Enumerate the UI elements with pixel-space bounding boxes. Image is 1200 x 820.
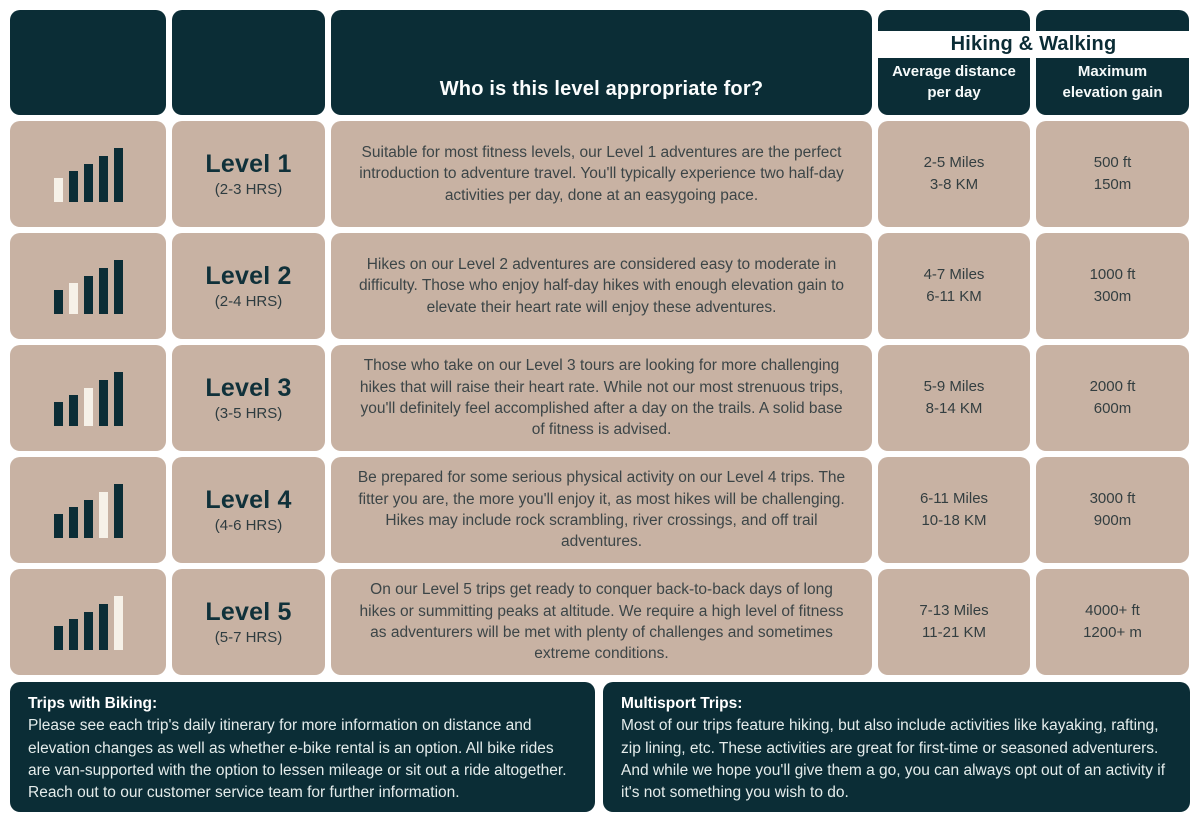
header-who-cell <box>331 10 872 115</box>
difficulty-bars-icon <box>54 370 123 426</box>
bar-4 <box>99 156 108 202</box>
distance-km: 6-11 KM <box>926 288 982 305</box>
elevation-m: 300m <box>1093 288 1132 305</box>
distance-km: 3-8 KM <box>929 176 979 193</box>
difficulty-bars-icon <box>54 594 123 650</box>
bar-3 <box>84 164 93 202</box>
level-description: Suitable for most fitness levels, our Level 1 adventures are the perfect introduction to adventure travel. You'll typically experience two half-day activities per day, done at an easygoing pace. <box>331 121 872 227</box>
elevation-m: 900m <box>1093 512 1132 529</box>
level-description: Those who take on our Level 3 tours are looking for more challenging hikes that will raise their heart rate. While not our most strenuous trips, you'll definitely feel accomplished after a day on the trails. A solid base of fitness is advised. <box>331 345 872 451</box>
level-description: Be prepared for some serious physical activity on our Level 4 trips. The fitter you are, the more you'll enjoy it, as most hikes will be challenging. Hikes may include rock scrambling, river crossings, and off trail adventures. <box>331 457 872 563</box>
level-title: Level 2 <box>205 262 292 290</box>
distance-cell <box>878 233 1030 339</box>
level-cell <box>172 121 325 227</box>
biking-note-title: Trips with Biking: <box>28 695 158 712</box>
distance-km: 8-14 KM <box>925 400 983 417</box>
level-description: Hikes on our Level 2 adventures are considered easy to moderate in difficulty. Those who enjoy half-day hikes with enough elevation gain to elevate their heart rate will enjoy these adventures. <box>331 233 872 339</box>
distance-miles: 5-9 Miles <box>923 378 985 396</box>
level-cell <box>172 569 325 675</box>
bar-1 <box>54 626 63 650</box>
elevation-cell <box>1036 233 1189 339</box>
distance-cell <box>878 457 1030 563</box>
level-description: On our Level 5 trips get ready to conquer back-to-back days of long hikes or summitting peaks at altitude. We require a high level of fitness as adventurers will be met with plenty of challenges and sometimes extreme conditions. <box>331 569 872 675</box>
bar-4 <box>99 380 108 426</box>
elevation-cell <box>1036 457 1189 563</box>
elevation-label-line1: Maximum <box>1077 63 1148 80</box>
level-hours: (2-4 HRS) <box>214 293 283 310</box>
bar-4 <box>99 492 108 538</box>
level-hours: (2-3 HRS) <box>214 181 283 198</box>
elevation-label-line2: elevation gain <box>1062 84 1163 101</box>
distance-km: 11-21 KM <box>922 624 986 641</box>
bar-2 <box>69 171 78 202</box>
hiking-walking-title: Hiking & Walking <box>950 33 1117 55</box>
bar-4 <box>99 268 108 314</box>
distance-cell <box>878 569 1030 675</box>
distance-miles: 2-5 Miles <box>923 154 985 172</box>
multisport-note <box>603 682 1190 812</box>
bar-2 <box>69 395 78 426</box>
distance-miles: 7-13 Miles <box>919 602 989 620</box>
elevation-cell <box>1036 121 1189 227</box>
bar-2 <box>69 283 78 314</box>
elevation-m: 150m <box>1093 176 1132 193</box>
level-hours: (4-6 HRS) <box>214 517 283 534</box>
hiking-walking-band <box>878 31 1200 58</box>
difficulty-icon-cell <box>10 233 166 339</box>
bar-5 <box>114 372 123 426</box>
biking-note <box>10 682 595 812</box>
bar-2 <box>69 507 78 538</box>
elevation-m: 1200+ m <box>1083 624 1142 641</box>
distance-miles: 4-7 Miles <box>923 266 985 284</box>
distance-label-line1: Average distance <box>892 63 1016 80</box>
bar-5 <box>114 484 123 538</box>
level-hours: (3-5 HRS) <box>214 405 283 422</box>
multisport-note-body: Most of our trips feature hiking, but also include activities like kayaking, rafting, zip lining, etc. These activities are great for first-time or seasoned adventurers. And while we hope you'll give them a go, you can always opt out of an activity if it's not something you wish to do. <box>621 717 1166 801</box>
difficulty-icon-cell <box>10 457 166 563</box>
difficulty-bars-icon <box>54 258 123 314</box>
elevation-ft: 1000 ft <box>1089 266 1136 284</box>
difficulty-table <box>10 10 1189 675</box>
difficulty-bars-icon <box>54 146 123 202</box>
level-title: Level 4 <box>205 486 292 514</box>
bar-3 <box>84 388 93 426</box>
bar-5 <box>114 596 123 650</box>
who-title: Who is this level appropriate for? <box>439 78 764 100</box>
level-cell <box>172 457 325 563</box>
distance-miles: 6-11 Miles <box>919 490 989 508</box>
bar-1 <box>54 290 63 314</box>
elevation-cell <box>1036 345 1189 451</box>
elevation-ft: 3000 ft <box>1089 490 1136 508</box>
footer-notes <box>10 682 1190 812</box>
bar-3 <box>84 276 93 314</box>
bar-1 <box>54 178 63 202</box>
elevation-cell <box>1036 569 1189 675</box>
bar-1 <box>54 514 63 538</box>
level-title: Level 3 <box>205 374 292 402</box>
distance-cell <box>878 121 1030 227</box>
bar-2 <box>69 619 78 650</box>
bar-1 <box>54 402 63 426</box>
bar-4 <box>99 604 108 650</box>
multisport-note-title: Multisport Trips: <box>621 695 743 712</box>
level-cell <box>172 233 325 339</box>
difficulty-icon-cell <box>10 345 166 451</box>
level-hours: (5-7 HRS) <box>214 629 283 646</box>
header-icon-spacer <box>10 10 166 115</box>
difficulty-icon-cell <box>10 569 166 675</box>
level-cell <box>172 345 325 451</box>
header-distance-cell <box>878 10 1030 115</box>
bar-5 <box>114 148 123 202</box>
bar-3 <box>84 500 93 538</box>
distance-label-line2: per day <box>927 84 981 101</box>
elevation-ft: 2000 ft <box>1089 378 1136 396</box>
elevation-m: 600m <box>1093 400 1132 417</box>
level-title: Level 5 <box>205 598 292 626</box>
elevation-ft: 500 ft <box>1093 154 1132 172</box>
biking-note-body: Please see each trip's daily itinerary for more information on distance and elevation changes as well as whether e-bike rental is an option. All bike rides are van-supported with the option to lessen mileage or sit out a ride altogether. Reach out to our customer service team for further information. <box>28 717 567 801</box>
distance-km: 10-18 KM <box>921 512 987 529</box>
difficulty-icon-cell <box>10 121 166 227</box>
level-title: Level 1 <box>205 150 292 178</box>
header-level-spacer <box>172 10 325 115</box>
distance-cell <box>878 345 1030 451</box>
elevation-ft: 4000+ ft <box>1085 602 1140 620</box>
bar-5 <box>114 260 123 314</box>
difficulty-bars-icon <box>54 482 123 538</box>
header-elevation-cell <box>1036 10 1189 115</box>
bar-3 <box>84 612 93 650</box>
